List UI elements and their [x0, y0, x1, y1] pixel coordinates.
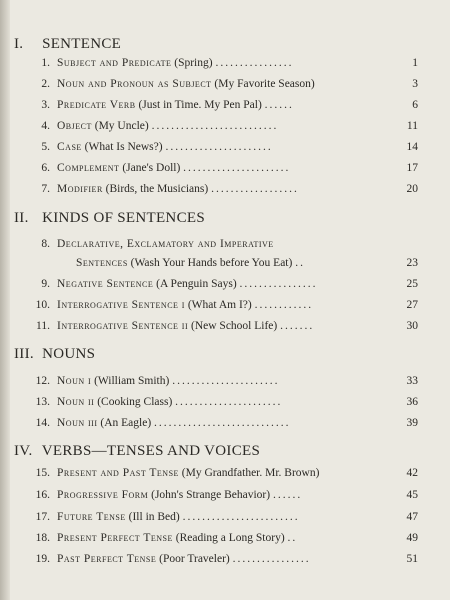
entry-title: Object — [57, 120, 92, 132]
entry-leader-dots: .. — [295, 257, 305, 269]
entry-subtitle: (My Favorite Season) — [214, 78, 315, 90]
entry-leader-dots: ...................... — [172, 375, 280, 387]
entry-number: 17. — [35, 511, 50, 523]
entry-leader-dots: ............ — [254, 299, 314, 311]
entry-title: Future Tense — [57, 511, 126, 523]
toc-entry — [28, 488, 418, 502]
entry-subtitle: (My Grandfather. Mr. Brown) — [181, 467, 320, 479]
section-heading-1 — [14, 36, 121, 53]
entry-leader-dots: ................ — [215, 57, 294, 69]
entry-title: Noun iii — [57, 417, 98, 429]
entry-page-number: 36 — [406, 396, 418, 408]
entry-page-number: 49 — [406, 532, 418, 544]
toc-entry — [28, 466, 418, 480]
entry-page-number: 14 — [406, 141, 418, 153]
entry-number: 15. — [35, 467, 50, 479]
toc-entry — [28, 374, 418, 388]
entry-leader-dots: ...................... — [165, 141, 273, 153]
entry-leader-dots: ....... — [280, 320, 315, 332]
entry-title: Subject and Predicate — [57, 57, 172, 69]
entry-leader-dots: .......................... — [151, 120, 279, 132]
entry-subtitle: (John's Strange Behavior) — [151, 489, 271, 501]
entry-title: Noun ii — [57, 396, 95, 408]
entry-page-number: 42 — [406, 467, 418, 479]
entry-title: Past Perfect Tense — [57, 553, 157, 565]
entry-number: 6. — [41, 162, 50, 174]
toc-entry — [28, 119, 418, 133]
entry-number: 3. — [41, 99, 50, 111]
entry-subtitle: (An Eagle) — [100, 417, 152, 429]
section-numeral: II. — [14, 210, 29, 226]
entry-leader-dots: ...................... — [175, 396, 283, 408]
entry-subtitle: (Ill in Bed) — [128, 511, 180, 523]
entry-page-number: 3 — [412, 78, 418, 90]
entry-leader-dots: ................ — [239, 278, 318, 290]
toc-entry — [28, 531, 418, 545]
entry-leader-dots: ........................ — [182, 511, 300, 523]
entry-title: Modifier — [57, 183, 103, 195]
entry-leader-dots: ...... — [272, 489, 303, 501]
entry-title: Negative Sentence — [57, 278, 154, 290]
entry-page-number: 30 — [406, 320, 418, 332]
entry-leader-dots: .. — [287, 532, 298, 544]
entry-subtitle: (New School Life) — [191, 320, 278, 332]
entry-page-number: 39 — [406, 417, 418, 429]
entry-number: 13. — [35, 396, 50, 408]
entry-title: Present Perfect Tense — [57, 532, 173, 544]
entry-title: Predicate Verb — [57, 99, 136, 111]
entry-number: 18. — [35, 532, 50, 544]
section-title: KINDS OF SENTENCES — [42, 210, 205, 226]
toc-entry — [28, 182, 418, 196]
entry-subtitle: (Birds, the Musicians) — [105, 183, 209, 195]
toc-entry — [28, 510, 418, 524]
entry-page-number: 20 — [406, 183, 418, 195]
entry-number: 9. — [41, 278, 50, 290]
entry-page-number: 45 — [406, 489, 418, 501]
page-binding-shadow — [0, 0, 10, 600]
toc-entry — [28, 416, 418, 430]
entry-title: Present and Past Tense — [57, 467, 179, 479]
section-heading-4 — [14, 443, 260, 460]
entry-title: Case — [57, 141, 82, 153]
entry-title: Noun and Pronoun as Subject — [57, 78, 212, 90]
entry-title: Complement — [57, 162, 120, 174]
toc-entry — [28, 77, 418, 91]
entry-page-number: 51 — [406, 553, 418, 565]
entry-subtitle: (Wash Your Hands before You Eat) — [130, 257, 293, 269]
entry-title: Interrogative Sentence ii — [57, 320, 189, 332]
section-title: NOUNS — [42, 346, 96, 362]
entry-subtitle: (My Uncle) — [94, 120, 149, 132]
toc-entry — [28, 552, 418, 566]
entry-subtitle: (A Penguin Says) — [156, 278, 237, 290]
entry-page-number: 6 — [412, 99, 418, 111]
entry-number: 4. — [41, 120, 50, 132]
section-heading-3 — [14, 346, 95, 363]
section-title: VERBS—TENSES AND VOICES — [41, 443, 261, 459]
entry-number: 19. — [35, 553, 50, 565]
section-numeral: I. — [14, 36, 24, 52]
entry-number: 10. — [35, 299, 50, 311]
entry-number: 5. — [41, 141, 50, 153]
entry-leader-dots: ...... — [264, 99, 294, 111]
entry-number: 12. — [35, 375, 50, 387]
toc-entry — [28, 161, 418, 175]
entry-subtitle: (Poor Traveler) — [159, 553, 230, 565]
toc-entry — [28, 298, 418, 312]
entry-page-number: 1 — [412, 57, 418, 69]
entry-leader-dots: ...................... — [183, 162, 291, 174]
entry-subtitle: (Cooking Class) — [97, 396, 173, 408]
toc-entry — [28, 395, 418, 409]
section-numeral: IV. — [14, 443, 33, 459]
section-heading-2 — [14, 210, 205, 227]
entry-leader-dots: ............................ — [154, 417, 291, 429]
entry-subtitle: (What Am I?) — [187, 299, 252, 311]
entry-number: 16. — [35, 489, 50, 501]
section-title: SENTENCE — [42, 36, 122, 52]
section-numeral: III. — [14, 346, 34, 362]
entry-subtitle: (Reading a Long Story) — [175, 532, 285, 544]
entry-page-number: 23 — [406, 257, 418, 269]
toc-entry — [28, 277, 418, 291]
toc-entry — [28, 319, 418, 333]
entry-subtitle: (Jane's Doll) — [122, 162, 181, 174]
entry-leader-dots: ................ — [232, 553, 311, 565]
toc-entry — [28, 56, 418, 70]
entry-page-number: 27 — [406, 299, 418, 311]
entry-page-number: 33 — [406, 375, 418, 387]
toc-entry — [28, 98, 418, 112]
entry-subtitle: (William Smith) — [94, 375, 170, 387]
entry-subtitle: (Just in Time. My Pen Pal) — [138, 99, 262, 111]
entry-number: 1. — [41, 57, 50, 69]
entry-title: Noun i — [57, 375, 92, 387]
entry-title: Interrogative Sentence i — [57, 299, 185, 311]
entry-number: 14. — [35, 417, 50, 429]
entry-number: 8. — [41, 238, 50, 250]
entry-page-number: 25 — [406, 278, 418, 290]
entry-number: 11. — [36, 320, 50, 332]
entry-leader-dots: .................. — [211, 183, 299, 195]
toc-entry — [28, 237, 418, 251]
entry-title: Progressive Form — [57, 489, 149, 501]
entry-number: 7. — [41, 183, 50, 195]
entry-subtitle: (Spring) — [174, 57, 213, 69]
entry-page-number: 11 — [406, 120, 418, 132]
entry-page-number: 17 — [406, 162, 418, 174]
entry-subtitle: (What Is News?) — [84, 141, 163, 153]
entry-title: Declarative, Exclamatory and Imperative — [57, 238, 274, 250]
toc-entry — [28, 140, 418, 154]
entry-page-number: 47 — [406, 511, 418, 523]
entry-title: Sentences — [76, 257, 128, 269]
entry-number: 2. — [41, 78, 50, 90]
toc-entry-continuation — [76, 256, 418, 270]
